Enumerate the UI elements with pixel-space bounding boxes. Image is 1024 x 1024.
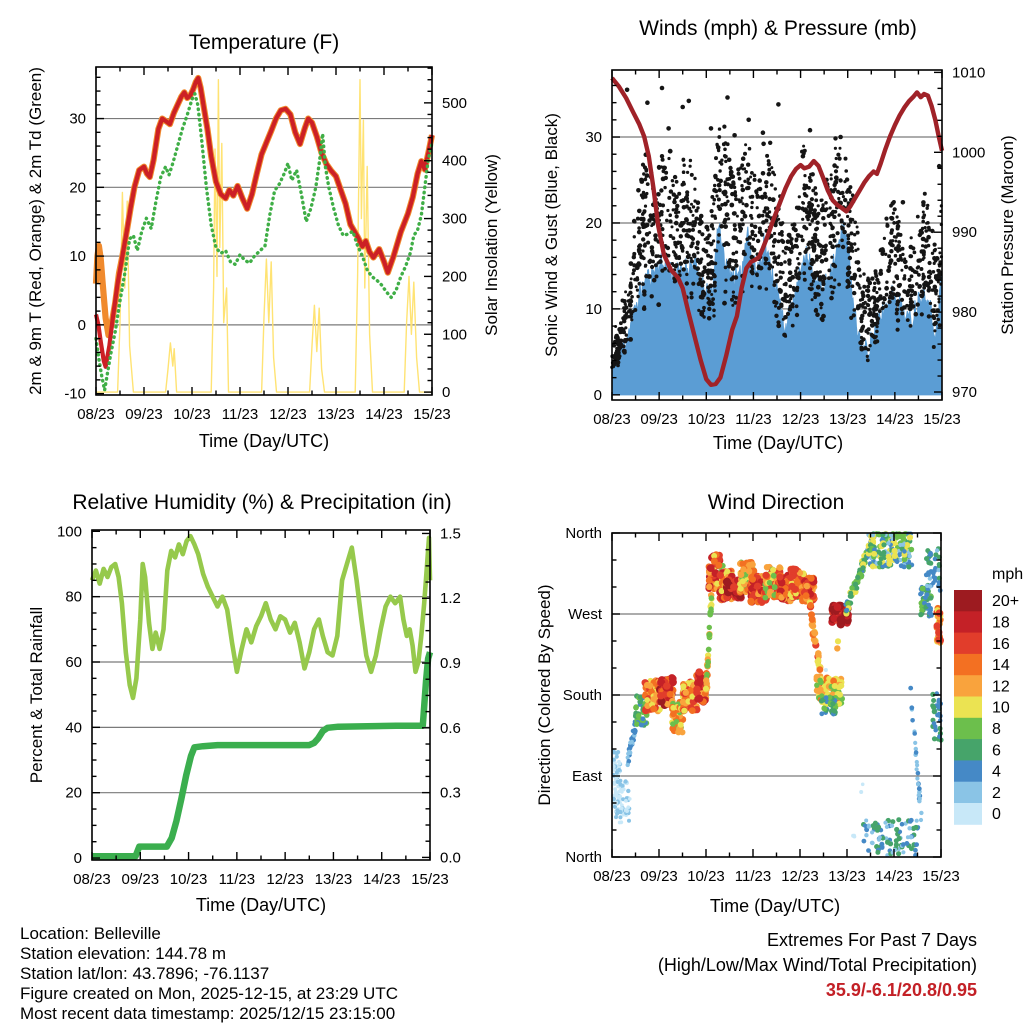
svg-text:0: 0 xyxy=(442,384,451,402)
svg-text:10/23: 10/23 xyxy=(173,406,211,423)
footer-location: Location: Belleville xyxy=(20,924,161,943)
svg-text:0: 0 xyxy=(77,316,86,334)
svg-text:09/23: 09/23 xyxy=(125,406,163,423)
legend-title: mph xyxy=(992,566,1024,583)
panel-1 xyxy=(585,64,985,428)
svg-text:09/23: 09/23 xyxy=(640,868,678,885)
svg-text:12/23: 12/23 xyxy=(266,871,304,888)
solar-yaxis-label: Solar Insolation (Yellow) xyxy=(482,154,501,336)
speed-colorbar xyxy=(954,590,1019,825)
svg-text:11/23: 11/23 xyxy=(221,406,259,423)
svg-text:-10: -10 xyxy=(64,385,86,403)
direction-yaxis-label: Direction (Colored By Speed) xyxy=(535,584,554,806)
svg-text:13/23: 13/23 xyxy=(317,406,355,423)
svg-text:12: 12 xyxy=(992,678,1010,696)
panel-3 xyxy=(563,525,960,885)
winddir-xaxis-label: Time (Day/UTC) xyxy=(709,896,841,916)
svg-text:10: 10 xyxy=(992,699,1010,717)
svg-text:10/23: 10/23 xyxy=(169,871,208,888)
svg-text:1.2: 1.2 xyxy=(440,590,461,608)
svg-text:12/23: 12/23 xyxy=(269,406,307,423)
svg-text:10: 10 xyxy=(69,248,86,266)
svg-text:10/23: 10/23 xyxy=(687,411,726,428)
svg-text:15/23: 15/23 xyxy=(922,868,960,885)
svg-text:15/23: 15/23 xyxy=(411,871,449,888)
svg-text:15/23: 15/23 xyxy=(413,406,451,423)
svg-text:11/23: 11/23 xyxy=(734,868,772,885)
svg-text:18: 18 xyxy=(992,614,1010,632)
svg-text:10: 10 xyxy=(585,300,602,318)
svg-text:4: 4 xyxy=(992,763,1001,781)
svg-text:0: 0 xyxy=(593,386,602,404)
svg-text:11/23: 11/23 xyxy=(218,871,256,888)
panel-0 xyxy=(64,67,467,423)
percent-yaxis-label: Percent & Total Rainfall xyxy=(27,606,46,784)
svg-text:13/23: 13/23 xyxy=(314,871,353,888)
extremes-block xyxy=(560,928,977,1003)
svg-text:08/23: 08/23 xyxy=(593,868,631,885)
temp-yaxis-label: 2m & 9m T (Red, Orange) & 2m Td (Green) xyxy=(26,67,45,395)
pressure-yaxis-label: Station Pressure (Maroon) xyxy=(998,135,1017,335)
svg-text:12/23: 12/23 xyxy=(781,868,819,885)
svg-text:15/23: 15/23 xyxy=(923,411,961,428)
footer-elevation: Station elevation: 144.78 m xyxy=(20,944,227,963)
svg-text:0.0: 0.0 xyxy=(440,849,461,867)
svg-text:13/23: 13/23 xyxy=(828,868,866,885)
svg-text:14/23: 14/23 xyxy=(876,411,914,428)
svg-text:200: 200 xyxy=(442,268,468,286)
footer-latlon: Station lat/lon: 43.7896; -76.1137 xyxy=(20,964,270,983)
svg-text:100: 100 xyxy=(56,523,82,541)
svg-text:0: 0 xyxy=(73,850,82,868)
svg-text:13/23: 13/23 xyxy=(828,411,867,428)
svg-text:West: West xyxy=(568,606,602,623)
svg-text:0: 0 xyxy=(992,806,1001,824)
svg-text:09/23: 09/23 xyxy=(121,871,160,888)
extremes-values: 35.9/-6.1/20.8/0.95 xyxy=(825,980,977,1000)
svg-text:08/23: 08/23 xyxy=(73,871,111,888)
wind-yaxis-label: Sonic Wind & Gust (Blue, Black) xyxy=(542,113,561,357)
svg-text:1000: 1000 xyxy=(952,144,986,162)
svg-text:300: 300 xyxy=(442,210,468,228)
svg-text:11/23: 11/23 xyxy=(735,411,772,428)
svg-text:1010: 1010 xyxy=(952,64,986,82)
svg-text:20: 20 xyxy=(65,784,82,802)
svg-text:14/23: 14/23 xyxy=(362,871,401,888)
svg-text:30: 30 xyxy=(585,129,602,147)
svg-text:North: North xyxy=(565,525,602,542)
svg-text:20: 20 xyxy=(585,214,602,232)
svg-text:0.6: 0.6 xyxy=(440,719,461,737)
svg-text:970: 970 xyxy=(952,384,978,402)
temperature-title: Temperature (F) xyxy=(188,31,340,54)
svg-text:08/23: 08/23 xyxy=(593,411,631,428)
svg-text:40: 40 xyxy=(65,719,82,737)
svg-text:20+: 20+ xyxy=(992,593,1020,611)
svg-text:East: East xyxy=(571,768,602,785)
svg-text:1.5: 1.5 xyxy=(440,525,461,543)
svg-text:990: 990 xyxy=(952,224,978,242)
svg-text:80: 80 xyxy=(65,588,82,606)
svg-text:12/23: 12/23 xyxy=(781,411,820,428)
humidity-xaxis-label: Time (Day/UTC) xyxy=(195,895,327,915)
svg-text:0.3: 0.3 xyxy=(440,784,461,802)
svg-text:09/23: 09/23 xyxy=(640,411,678,428)
svg-text:North: North xyxy=(565,849,602,866)
svg-text:500: 500 xyxy=(442,94,468,112)
svg-text:100: 100 xyxy=(442,326,468,344)
svg-text:60: 60 xyxy=(65,654,82,671)
extremes-line1: Extremes For Past 7 Days xyxy=(766,930,977,950)
extremes-line2: (High/Low/Max Wind/Total Precipitation) xyxy=(657,955,977,975)
humidity-precip-title: Relative Humidity (%) & Precipitation (in) xyxy=(72,491,452,514)
svg-text:20: 20 xyxy=(69,179,86,197)
footer-timestamp: Most recent data timestamp: 2025/12/15 23:15:00 xyxy=(20,1004,396,1023)
station-footer xyxy=(20,924,398,1024)
svg-text:16: 16 xyxy=(992,635,1010,653)
svg-text:South: South xyxy=(562,687,602,704)
svg-text:30: 30 xyxy=(69,110,86,128)
svg-text:14: 14 xyxy=(992,657,1010,675)
svg-text:08/23: 08/23 xyxy=(77,406,115,423)
footer-created: Figure created on Mon, 2025-12-15, at 23:29 UTC xyxy=(20,984,398,1003)
temp-xaxis-label: Time (Day/UTC) xyxy=(198,431,330,451)
svg-text:14/23: 14/23 xyxy=(365,406,403,423)
panel-2 xyxy=(57,523,461,888)
winds-pressure-title: Winds (mph) & Pressure (mb) xyxy=(639,17,917,40)
svg-text:0.9: 0.9 xyxy=(440,655,461,673)
svg-text:400: 400 xyxy=(442,152,468,170)
wind-direction-title: Wind Direction xyxy=(707,491,845,514)
svg-text:2: 2 xyxy=(992,784,1001,802)
svg-text:10/23: 10/23 xyxy=(687,868,725,885)
winds-xaxis-label: Time (Day/UTC) xyxy=(712,433,844,453)
svg-text:980: 980 xyxy=(952,304,978,322)
svg-text:6: 6 xyxy=(992,742,1001,760)
svg-text:14/23: 14/23 xyxy=(875,868,913,885)
svg-text:8: 8 xyxy=(992,720,1001,738)
